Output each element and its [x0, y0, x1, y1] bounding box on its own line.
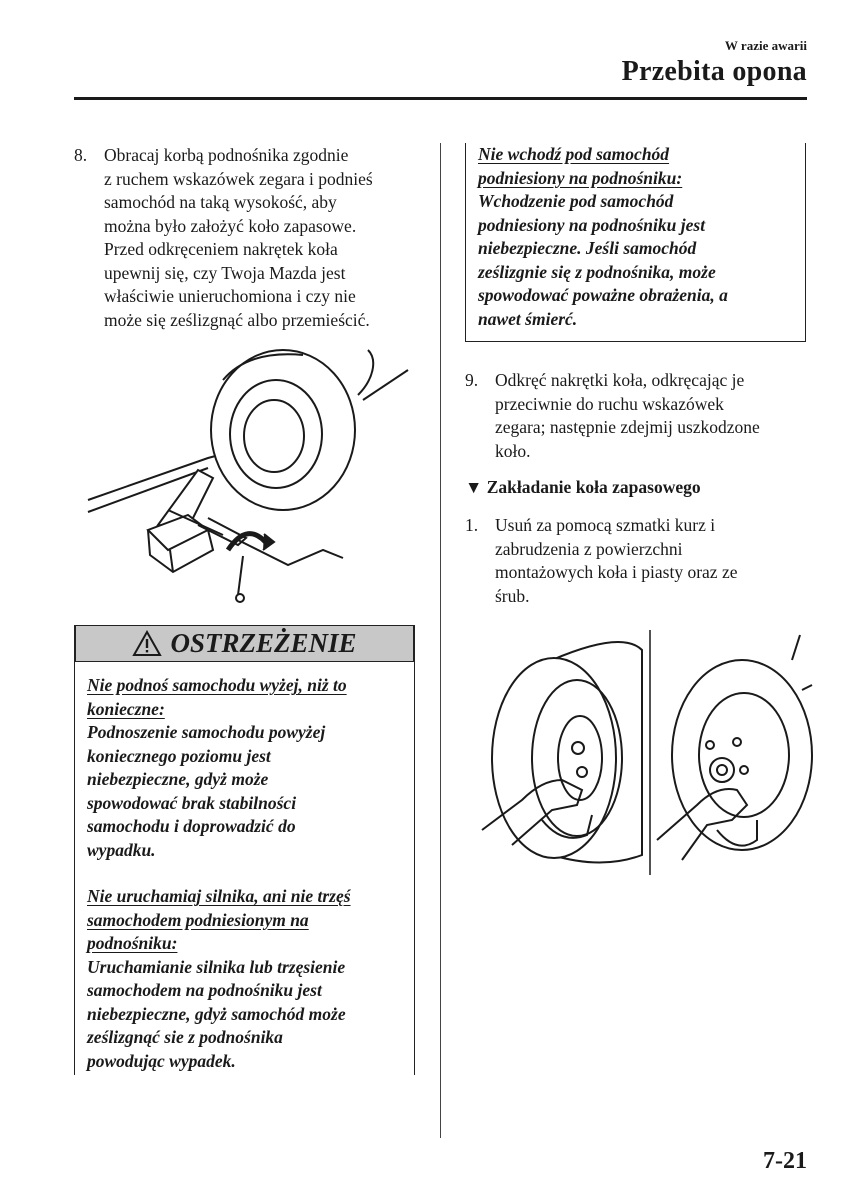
- warning-box-continued: [465, 143, 806, 342]
- warning-body-line: niebezpieczne, gdyż może: [87, 769, 269, 789]
- step-number: 1.: [465, 515, 479, 535]
- step-9: [465, 369, 810, 463]
- warning-body-line: wypadku.: [87, 839, 156, 860]
- warning-heading-line: podniesiony na podnośniku:: [478, 167, 683, 188]
- step-line: Odkręć nakrętki koła, odkręcając je: [495, 370, 745, 390]
- header-rule: [74, 97, 807, 100]
- subheading-text: Zakładanie koła zapasowego: [486, 477, 701, 497]
- step-line: przeciwnie do ruchu wskazówek: [495, 393, 724, 414]
- step-number: 9.: [465, 370, 479, 390]
- warning-body-line: samochodu i doprowadzić do: [87, 816, 296, 836]
- warning-heading-line: samochodem podniesionym na: [87, 909, 309, 930]
- jack-illustration: [88, 350, 408, 610]
- warning-body: [75, 662, 414, 1073]
- warning-header: [75, 625, 414, 662]
- warning-body-line: spowodować poważne obrażenia, a: [478, 285, 728, 305]
- warning-title: OSTRZEŻENIE: [170, 628, 357, 658]
- warning-heading-line: konieczne:: [87, 698, 165, 719]
- step-line: właściwie unieruchomiona i czy nie: [104, 286, 356, 306]
- warning-body-line: powodując wypadek.: [87, 1050, 236, 1071]
- warning-body-line: samochodem na podnośniku jest: [87, 980, 322, 1000]
- step-line: zabrudzenia z powierzchni: [495, 538, 683, 559]
- step-line: montażowych koła i piasty oraz ze: [495, 562, 738, 582]
- step-line: upewnij się, czy Twoja Mazda jest: [104, 262, 346, 283]
- page-title: Przebita opona: [621, 56, 807, 87]
- triangle-down-icon: ▼: [465, 477, 483, 497]
- warning-body-line: Podnoszenie samochodu powyżej: [87, 722, 326, 742]
- warning-body-line: niebezpieczne, gdyż samochód może: [87, 1003, 346, 1024]
- section-label: W razie awarii: [724, 38, 807, 53]
- step-number: 8.: [74, 145, 88, 165]
- step-line: zegara; następnie zdejmij uszkodzone: [495, 417, 760, 437]
- step-8: [74, 144, 424, 332]
- step-line: samochód na taką wysokość, aby: [104, 192, 337, 212]
- wheel-cleaning-illustration: [482, 630, 812, 875]
- warning-body-line: podniesiony na podnośniku jest: [478, 214, 706, 235]
- page-number: 7-21: [763, 1148, 807, 1174]
- warning-body-line: spowodować brak stabilności: [87, 792, 297, 813]
- step-1: [465, 514, 810, 608]
- warning-body-line: ześlizgnąć sie z podnośnika: [87, 1027, 283, 1047]
- step-line: Obracaj korbą podnośnika zgodnie: [104, 145, 349, 165]
- warning-heading-line: Nie podnoś samochodu wyżej, niż to: [87, 675, 347, 695]
- warning-heading-line: podnośniku:: [87, 933, 178, 953]
- warning-body-line: ześlizgnie się z podnośnika, może: [478, 261, 716, 282]
- step-line: może się ześlizgnąć albo przemieścić.: [104, 309, 370, 330]
- warning-body-line: Uruchamianie silnika lub trzęsienie: [87, 956, 346, 977]
- warning-body-line: nawet śmierć.: [478, 308, 578, 329]
- warning-heading-line: Nie uruchamiaj silnika, ani nie trzęś: [87, 886, 351, 906]
- section-subheading: [465, 477, 701, 498]
- warning-body-line: Wchodzenie pod samochód: [478, 191, 674, 211]
- step-line: Przed odkręceniem nakrętek koła: [104, 239, 338, 259]
- step-line: koło.: [495, 440, 531, 461]
- step-line: z ruchem wskazówek zegara i podnieś: [104, 168, 373, 189]
- warning-triangle-icon: [132, 630, 162, 657]
- warning-body-line: niebezpieczne. Jeśli samochód: [478, 238, 697, 258]
- step-line: Usuń za pomocą szmatki kurz i: [495, 515, 716, 535]
- step-line: śrub.: [495, 585, 530, 606]
- column-divider: [440, 143, 441, 1138]
- warning-heading-line: Nie wchodź pod samochód: [478, 144, 670, 164]
- step-line: można było założyć koło zapasowe.: [104, 215, 357, 236]
- warning-box: [74, 625, 415, 1075]
- warning-body-line: koniecznego poziomu jest: [87, 745, 271, 766]
